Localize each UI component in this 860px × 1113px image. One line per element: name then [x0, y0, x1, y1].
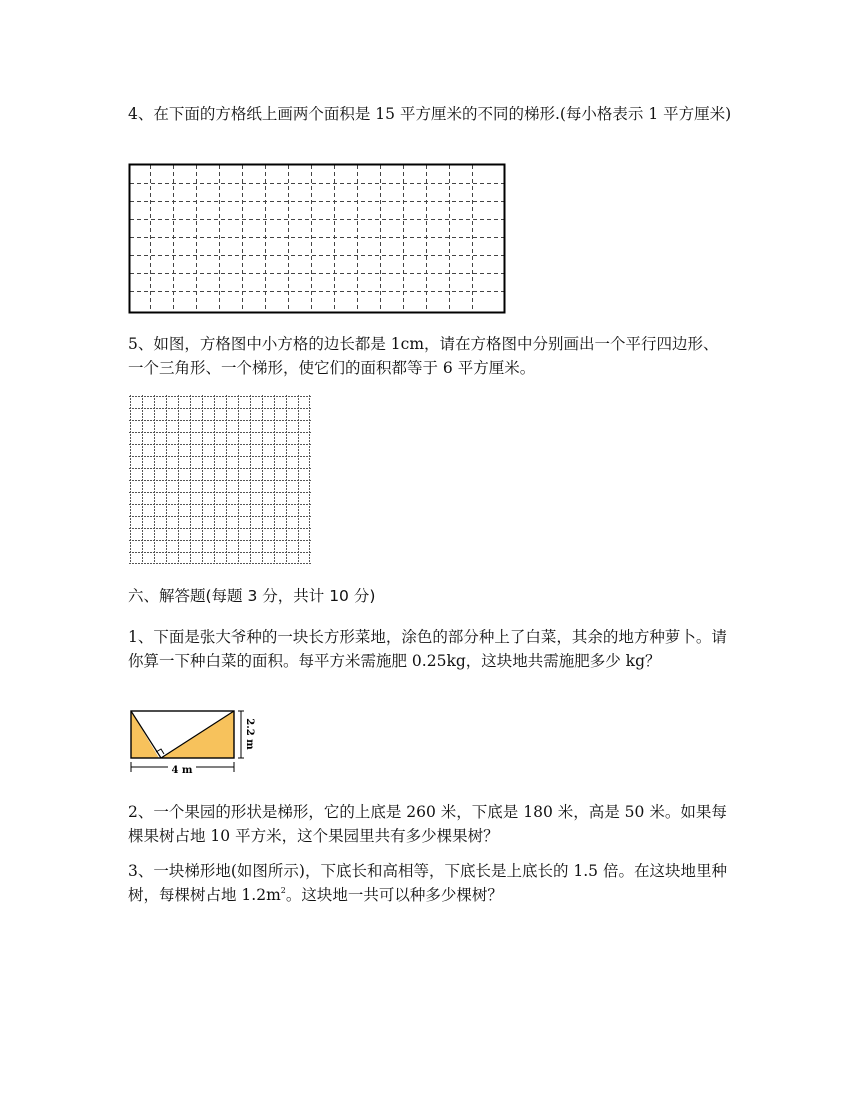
square-grid: [128, 394, 312, 566]
question-4-text: 4、在下面的方格纸上画两个面积是 15 平方厘米的不同的梯形.(每小格表示 1 平方厘米): [128, 105, 732, 123]
problem-3-text-before: 3、一块梯形地(如图所示)，下底长和高相等，下底长是上底长的 1.5 倍。在这块地里种树，每棵树占地 1.2m: [128, 862, 727, 904]
grid-paper-dashed: [128, 163, 508, 315]
problem-2-text: 2、一个果园的形状是梯形，它的上底是 260 米，下底是 180 米，高是 50 米。如果每棵果树占地 10 平方米，这个果园里共有多少棵果树？: [128, 803, 727, 845]
question-5-text: 5、如图，方格图中小方格的边长都是 1cm，请在方格图中分别画出一个平行四边形、一个三角形、一个梯形，使它们的面积都等于 6 平方厘米。: [128, 335, 719, 377]
section-6-heading: 六、解答题(每题 3 分，共计 10 分): [128, 587, 376, 605]
problem-3-text: [128, 859, 733, 907]
problem-3-text-after: 。这块地一共可以种多少棵树？: [285, 886, 503, 904]
width-label: 4 m: [171, 765, 193, 776]
height-label: 2.2 m: [244, 718, 255, 750]
vegetable-field-figure: [126, 706, 256, 780]
problem-1-text: 1、下面是张大爷种的一块长方形菜地，涂色的部分种上了白菜，其余的地方种萝卜。请你算一下种白菜的面积。每平方米需施肥 0.25kg，这块地共需施肥多少 kg？: [128, 628, 727, 670]
area-unit-superscript: 2: [280, 886, 286, 895]
